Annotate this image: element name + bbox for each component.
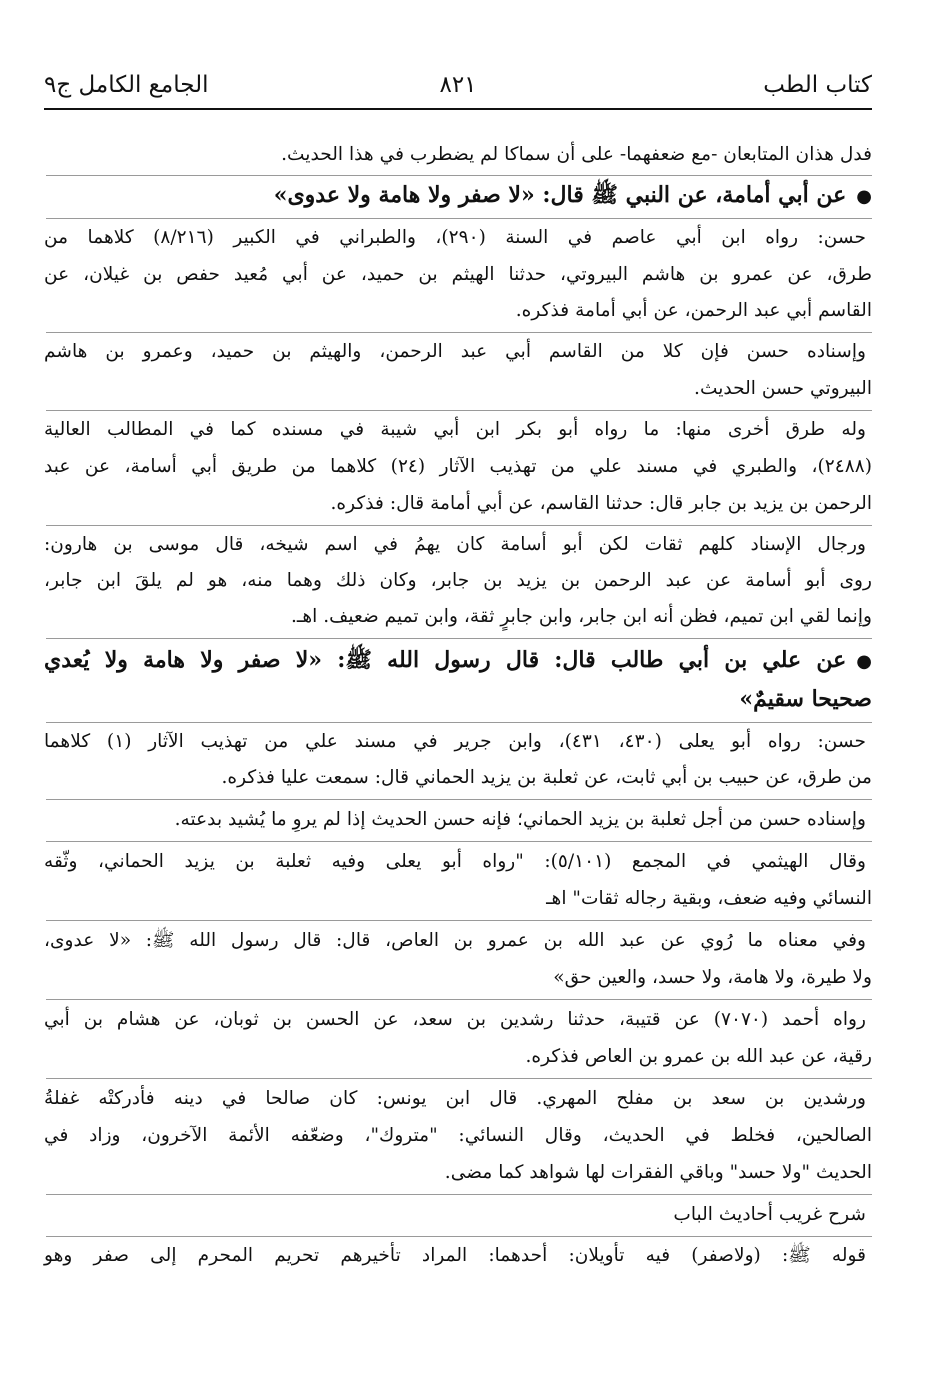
text-line: رواه أحمد (٧٠٧٠) عن قتيبة، حدثنا رشدين بن سعد، عن الحسن بن ثوبان، عن هشام بن أبي	[44, 1009, 866, 1030]
text-line: ورجال الإسناد كلهم ثقات لكن أبو أسامة كان يهمُ في اسم شيخه، قال موسى بن هارون:	[44, 534, 866, 555]
hadith-text: عن علي بن أبي طالب قال: قال رسول الله ﷺ: «لا صفر ولا هامة ولا يُعدي	[44, 647, 847, 673]
text-line: رقية، عن عبد الله بن عمرو بن العاص فذكره.	[525, 1046, 872, 1067]
text-line: وفي معناه ما رُوي عن عبد الله بن عمرو بن العاص، قال: قال رسول الله ﷺ: «لا عدوى،	[44, 930, 866, 951]
page-number: ٨٢١	[439, 72, 477, 98]
paragraph-divider	[46, 175, 872, 176]
hadith-heading	[44, 177, 872, 213]
book-page	[44, 66, 872, 1266]
bullet-icon: ●	[856, 186, 872, 207]
paragraph-divider	[46, 410, 872, 411]
paragraph-divider	[46, 722, 872, 723]
text-line: ورشدين بن سعد بن مفلح المهري. قال ابن يونس: كان صالحا في دينه فأدركتْه غفلةُ	[44, 1088, 866, 1109]
text-line: النسائي وفيه ضعف، وبقية رجاله ثقات" اهـ	[546, 888, 872, 909]
hadith-text: عن أبي أمامة، عن النبي ﷺ قال: «لا صفر ولا هامة ولا عدوى»	[273, 182, 847, 208]
text-line: حسن: رواه أبو يعلى (٤٣٠، ٤٣١)، وابن جرير في مسند علي من تهذيب الآثار (١) كلاهما	[44, 731, 866, 752]
text-line: وإسناده حسن من أجل ثعلبة بن يزيد الحماني؛ فإنه حسن الحديث إذا لم يروِ ما يُشيد بدعته.	[174, 809, 866, 830]
text-line: من طرق، عن حبيب بن أبي ثابت، عن ثعلبة بن يزيد الحماني قال: سمعت عليا فذكره.	[221, 767, 872, 788]
text-line: الرحمن بن يزيد بن جابر قال: حدثنا القاسم، عن أبي أمامة قال: فذكره.	[330, 493, 872, 514]
hadith-heading	[44, 642, 872, 678]
book-title: الجامع الكامل ج٩	[44, 72, 209, 98]
text-line: (٢٤٨٨)، والطبري في مسند علي من تهذيب الآثار (٢٤) كلاهما من طريق أبي أسامة، عن عبد	[44, 456, 872, 477]
text-line: الصالحين، فخلط في الحديث، وقال النسائي: "متروك"، وضعّفه الأئمة الآخرون، وزاد في	[44, 1125, 872, 1146]
text-line: قوله ﷺ: (ولاصفر) فيه تأويلان: أحدهما: المراد تأخيرهم تحريم المحرم إلى صفر وهو	[44, 1245, 866, 1266]
paragraph-divider	[46, 999, 872, 1000]
text-line: فدل هذان المتابعان -مع ضعفهما- على أن سماكا لم يضطرب في هذا الحديث.	[281, 144, 872, 165]
text-line: البيروتي حسن الحديث.	[694, 378, 872, 399]
text-line: طرق، عن عمرو بن هاشم البيروتي، حدثنا الهيثم بن حميد، عن أبي مُعيد حفص بن غيلان، عن	[44, 264, 872, 285]
text-line: وله طرق أخرى منها: ما رواه أبو بكر ابن أبي شيبة في مسنده كما في المطالب العالية	[44, 419, 866, 440]
text-line: حسن: رواه ابن أبي عاصم في السنة (٢٩٠)، والطبراني في الكبير (٨/٢١٦) كلاهما من	[44, 227, 867, 248]
paragraph-divider	[46, 1078, 872, 1079]
paragraph-divider	[46, 799, 872, 800]
text-line: روى أبو أسامة عن عبد الرحمن بن يزيد بن جابر، وكان ذلك وهما منه، هو لم يلقَ ابن جابر،	[44, 570, 872, 591]
paragraph-divider	[46, 1194, 872, 1195]
paragraph-divider	[46, 525, 872, 526]
paragraph-divider	[46, 920, 872, 921]
text-line: القاسم أبي عبد الرحمن، عن أبي أمامة فذكره.	[515, 300, 872, 321]
text-line: وإنما لقي ابن تميم، فظن أنه ابن جابر، وابن جابرٍ ثقة، وابن تميم ضعيف. اهـ.	[290, 606, 872, 627]
paragraph-divider	[46, 332, 872, 333]
paragraph-divider	[46, 218, 872, 219]
paragraph-divider	[46, 638, 872, 639]
text-line: ولا طيرة، ولا هامة، ولا حسد، والعين حق»	[553, 967, 872, 988]
text-line: الحديث "ولا حسد" وباقي الفقرات لها شواهد كما مضى.	[444, 1162, 872, 1183]
section-heading: شرح غريب أحاديث الباب	[673, 1204, 866, 1225]
running-header	[44, 66, 872, 110]
chapter-title: كتاب الطب	[763, 72, 872, 98]
text-line: وقال الهيثمي في المجمع (٥/١٠١): "رواه أبو يعلى وفيه ثعلبة بن يزيد الحماني، وثّقه	[44, 851, 866, 872]
bullet-icon: ●	[856, 651, 872, 672]
paragraph-divider	[46, 1236, 872, 1237]
hadith-continuation: صحيحا سقيمٌ»	[739, 686, 872, 712]
text-line: وإسناده حسن فإن كلا من القاسم أبي عبد الرحمن، والهيثم بن حميد، وعمرو بن هاشم	[44, 341, 866, 362]
paragraph-divider	[46, 841, 872, 842]
